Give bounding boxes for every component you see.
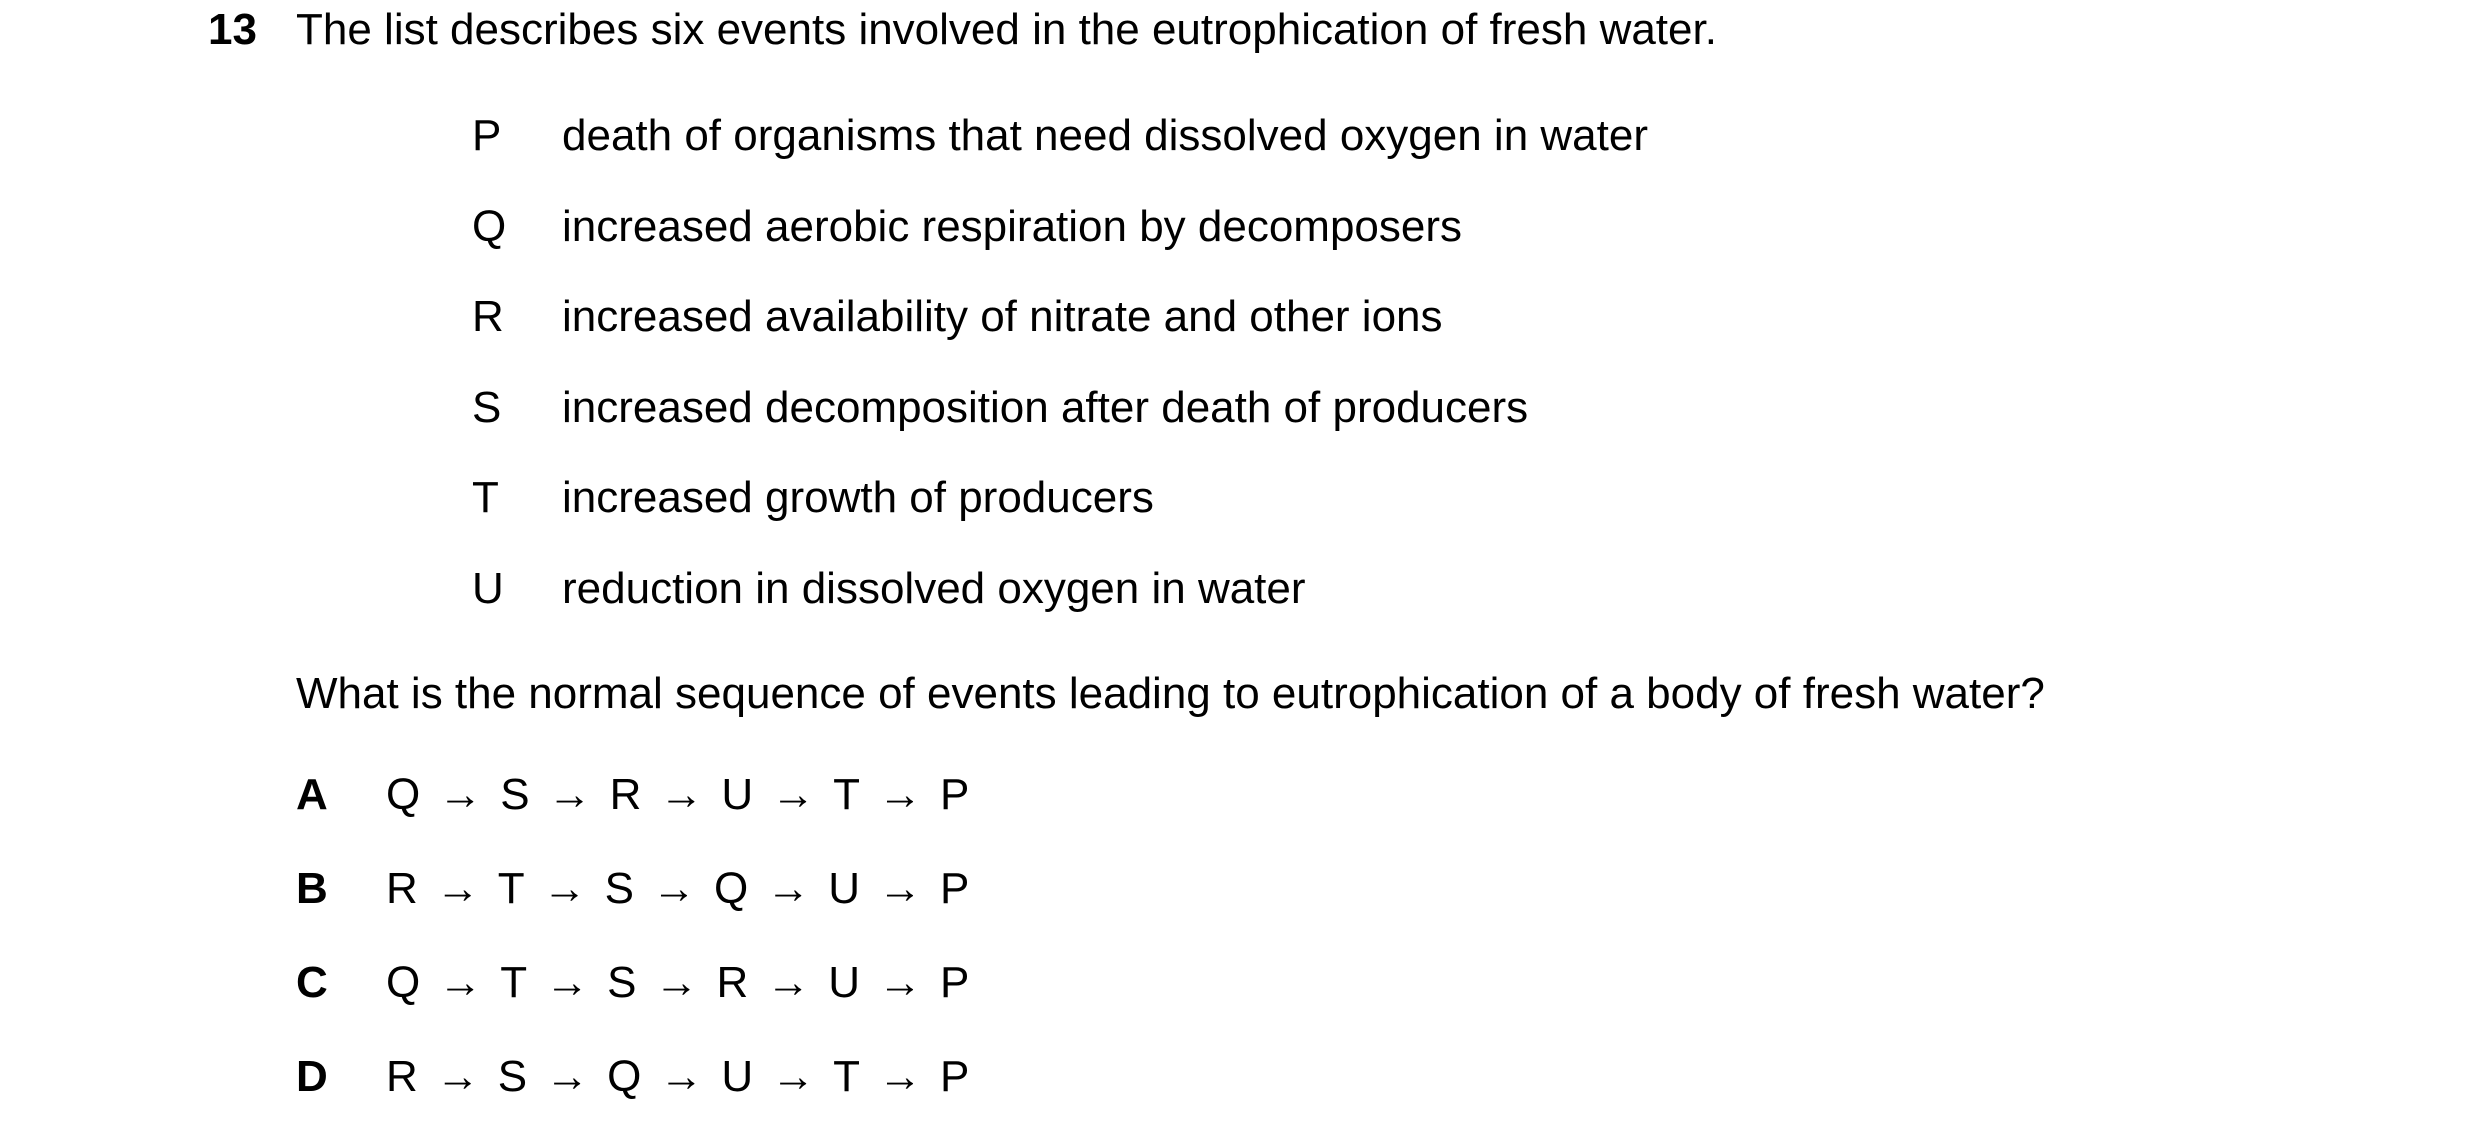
event-letter: P xyxy=(472,111,502,160)
event-text: increased availability of nitrate and other ions xyxy=(562,292,1443,341)
sequence-step: U xyxy=(828,958,861,1007)
sequence-step: T xyxy=(500,958,528,1007)
sequence-step: Q xyxy=(386,770,421,819)
sequence-step: U xyxy=(721,1052,754,1101)
answer-option-a[interactable] xyxy=(296,765,969,859)
event-letter: S xyxy=(472,382,502,432)
arrow-icon: → xyxy=(435,1052,480,1101)
sequence-step: T xyxy=(833,1052,861,1101)
sequence-step: R xyxy=(609,770,642,819)
option-label: D xyxy=(296,1052,328,1101)
sequence-step: T xyxy=(833,770,861,819)
arrow-icon: → xyxy=(878,770,923,819)
arrow-icon: → xyxy=(878,958,923,1007)
sequence-step: S xyxy=(607,958,637,1007)
arrow-icon: → xyxy=(438,958,483,1007)
event-letter: Q xyxy=(472,201,507,251)
arrow-icon: → xyxy=(878,1052,923,1101)
sequence-step: P xyxy=(940,864,970,913)
event-text: death of organisms that need dissolved oxygen in water xyxy=(562,111,1648,160)
answer-option-d[interactable] xyxy=(296,1047,969,1141)
arrow-icon: → xyxy=(766,958,811,1007)
sequence-step: P xyxy=(940,770,970,819)
option-label: C xyxy=(296,958,328,1007)
option-label: A xyxy=(296,770,328,819)
arrow-icon: → xyxy=(878,864,923,913)
answer-option-b[interactable] xyxy=(296,859,969,953)
event-letter: U xyxy=(472,563,504,613)
event-item-r xyxy=(472,287,1648,378)
arrow-icon: → xyxy=(654,958,699,1007)
option-sequence xyxy=(386,1052,969,1101)
answer-options xyxy=(296,765,969,1141)
event-item-u xyxy=(472,559,1648,650)
question-number: 13 xyxy=(208,5,257,54)
sequence-step: Q xyxy=(386,958,421,1007)
event-list xyxy=(472,106,1648,649)
arrow-icon: → xyxy=(435,864,480,913)
event-letter: T xyxy=(472,473,499,522)
sequence-step: R xyxy=(716,958,749,1007)
arrow-icon: → xyxy=(771,1052,816,1101)
event-item-p xyxy=(472,106,1648,197)
event-item-s xyxy=(472,378,1648,469)
option-label: B xyxy=(296,864,328,913)
sequence-step: P xyxy=(940,1052,970,1101)
option-sequence xyxy=(386,770,969,819)
arrow-icon: → xyxy=(545,958,590,1007)
sequence-step: U xyxy=(828,864,861,913)
question-stem: The list describes six events involved in the eutrophication of fresh water. xyxy=(296,5,1717,54)
option-sequence xyxy=(386,864,969,913)
arrow-icon: → xyxy=(766,864,811,913)
event-text: increased aerobic respiration by decomposers xyxy=(562,201,1463,251)
arrow-icon: → xyxy=(659,1052,704,1101)
arrow-icon: → xyxy=(659,770,704,819)
sequence-step: R xyxy=(386,864,418,913)
arrow-icon: → xyxy=(542,864,587,913)
event-text: reduction in dissolved oxygen in water xyxy=(562,563,1306,613)
event-item-t xyxy=(472,468,1648,559)
answer-option-c[interactable] xyxy=(296,953,969,1047)
arrow-icon: → xyxy=(547,770,592,819)
arrow-icon: → xyxy=(652,864,697,913)
arrow-icon: → xyxy=(771,770,816,819)
sequence-step: Q xyxy=(714,864,749,913)
sequence-step: T xyxy=(497,864,525,913)
sequence-step: R xyxy=(386,1052,418,1101)
event-item-q xyxy=(472,197,1648,288)
arrow-icon: → xyxy=(438,770,483,819)
sequence-step: U xyxy=(721,770,754,819)
option-sequence xyxy=(386,958,969,1007)
sequence-step: S xyxy=(497,1052,528,1101)
sequence-step: Q xyxy=(607,1052,642,1101)
event-text: increased growth of producers xyxy=(562,473,1154,522)
event-text: increased decomposition after death of producers xyxy=(562,382,1529,432)
event-letter: R xyxy=(472,292,504,341)
sequence-step: S xyxy=(500,770,530,819)
sequence-step: P xyxy=(940,958,970,1007)
question-prompt: What is the normal sequence of events leading to eutrophication of a body of fresh water? xyxy=(296,669,2045,718)
sequence-step: S xyxy=(604,864,635,913)
arrow-icon: → xyxy=(545,1052,590,1101)
